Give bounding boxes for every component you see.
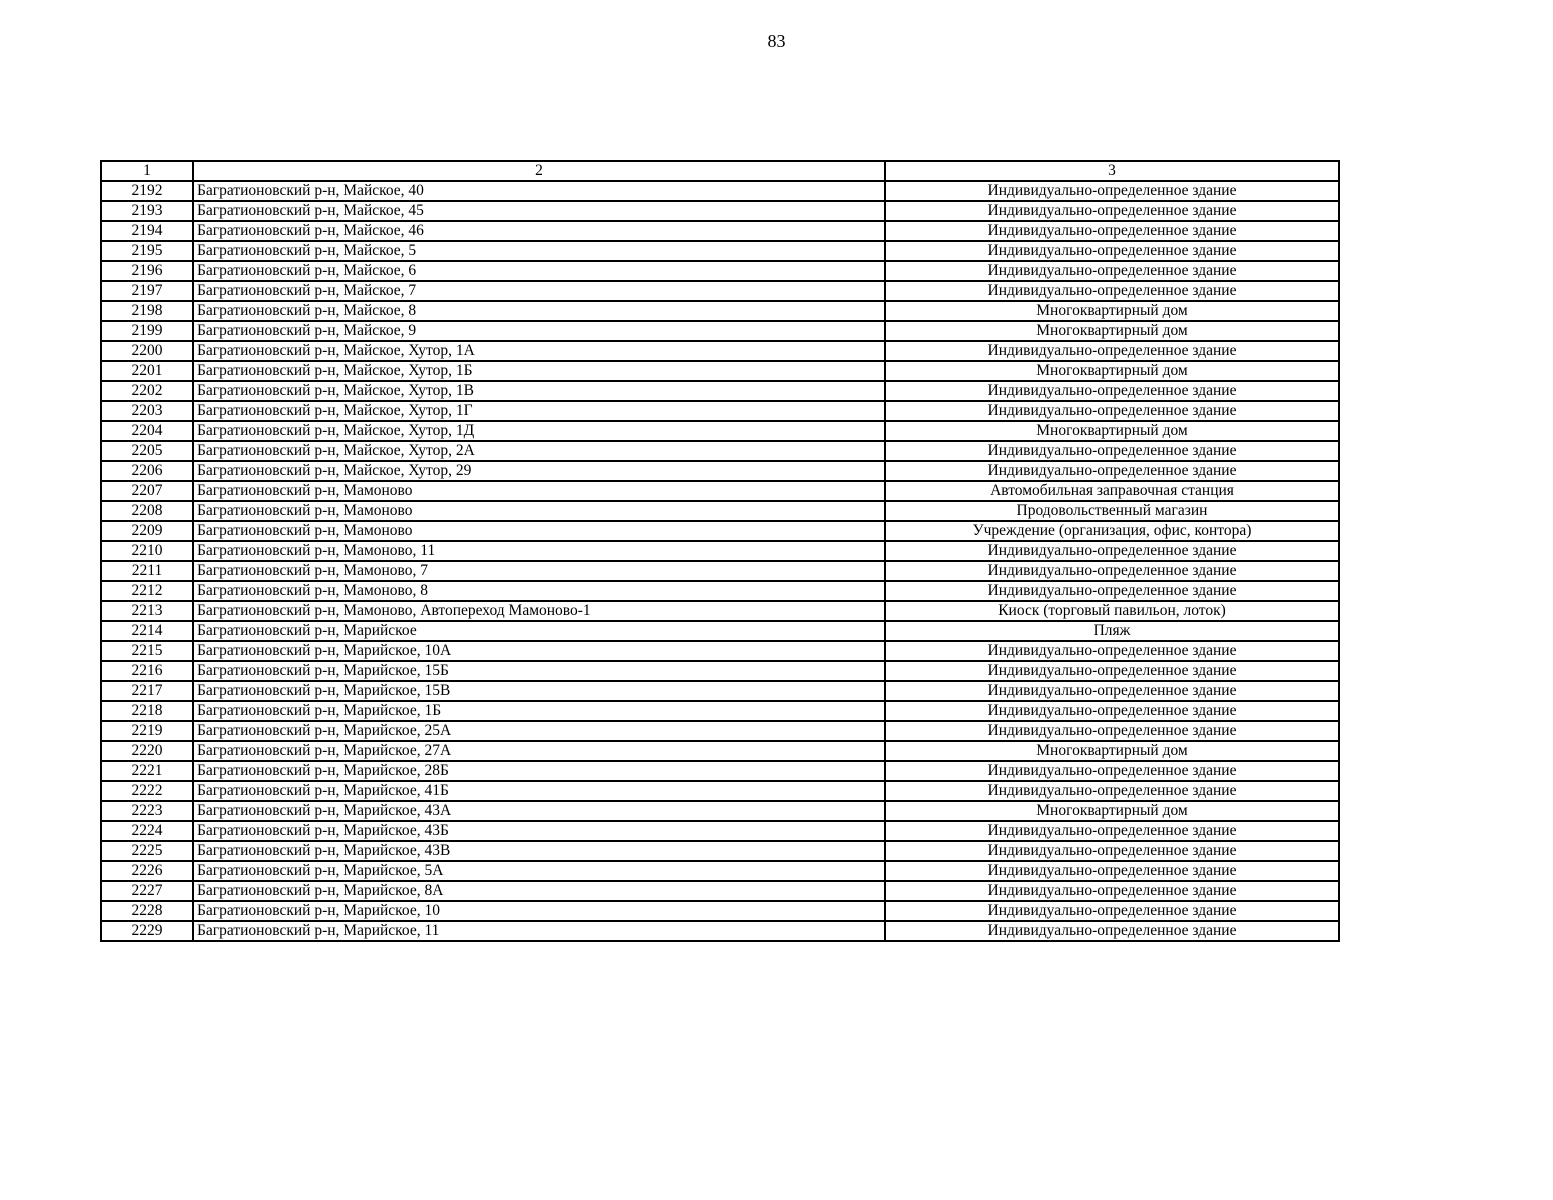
cell-number: 2208 bbox=[101, 501, 193, 521]
cell-object-type: Индивидуально-определенное здание bbox=[885, 381, 1339, 401]
cell-object-type: Индивидуально-определенное здание bbox=[885, 921, 1339, 941]
table-row bbox=[101, 241, 1339, 261]
cell-address: Багратионовский р-н, Мамоново, 11 bbox=[193, 541, 885, 561]
cell-number: 2212 bbox=[101, 581, 193, 601]
cell-object-type: Индивидуально-определенное здание bbox=[885, 861, 1339, 881]
cell-number: 2196 bbox=[101, 261, 193, 281]
cell-object-type: Индивидуально-определенное здание bbox=[885, 581, 1339, 601]
cell-object-type: Индивидуально-определенное здание bbox=[885, 761, 1339, 781]
cell-address: Багратионовский р-н, Майское, Хутор, 1Г bbox=[193, 401, 885, 421]
cell-address: Багратионовский р-н, Марийское, 8А bbox=[193, 881, 885, 901]
cell-number: 2222 bbox=[101, 781, 193, 801]
cell-object-type: Киоск (торговый павильон, лоток) bbox=[885, 601, 1339, 621]
cell-object-type: Индивидуально-определенное здание bbox=[885, 561, 1339, 581]
cell-object-type: Индивидуально-определенное здание bbox=[885, 701, 1339, 721]
table-row bbox=[101, 461, 1339, 481]
cell-address: Багратионовский р-н, Майское, Хутор, 1А bbox=[193, 341, 885, 361]
cell-address: Багратионовский р-н, Марийское, 43В bbox=[193, 841, 885, 861]
cell-address: Багратионовский р-н, Марийское, 15Б bbox=[193, 661, 885, 681]
cell-object-type: Индивидуально-определенное здание bbox=[885, 841, 1339, 861]
table-row bbox=[101, 281, 1339, 301]
table-row bbox=[101, 761, 1339, 781]
cell-object-type: Индивидуально-определенное здание bbox=[885, 261, 1339, 281]
cell-object-type: Индивидуально-определенное здание bbox=[885, 401, 1339, 421]
cell-address: Багратионовский р-н, Майское, Хутор, 29 bbox=[193, 461, 885, 481]
cell-number: 2197 bbox=[101, 281, 193, 301]
cell-address: Багратионовский р-н, Марийское, 5А bbox=[193, 861, 885, 881]
table-row bbox=[101, 341, 1339, 361]
table-row bbox=[101, 921, 1339, 941]
cell-object-type: Многоквартирный дом bbox=[885, 361, 1339, 381]
cell-number: 2213 bbox=[101, 601, 193, 621]
cell-number: 2215 bbox=[101, 641, 193, 661]
table-row bbox=[101, 181, 1339, 201]
cell-object-type: Многоквартирный дом bbox=[885, 801, 1339, 821]
cell-number: 2205 bbox=[101, 441, 193, 461]
cell-number: 2220 bbox=[101, 741, 193, 761]
table-row bbox=[101, 881, 1339, 901]
cell-address: Багратионовский р-н, Марийское, 15В bbox=[193, 681, 885, 701]
cell-number: 2228 bbox=[101, 901, 193, 921]
table-row bbox=[101, 801, 1339, 821]
cell-object-type: Индивидуально-определенное здание bbox=[885, 241, 1339, 261]
table-header-row bbox=[101, 161, 1339, 181]
table-row bbox=[101, 441, 1339, 461]
table-row bbox=[101, 381, 1339, 401]
table-row bbox=[101, 841, 1339, 861]
cell-address: Багратионовский р-н, Марийское, 1Б bbox=[193, 701, 885, 721]
table-row bbox=[101, 481, 1339, 501]
cell-address: Багратионовский р-н, Марийское, 41Б bbox=[193, 781, 885, 801]
table-row bbox=[101, 641, 1339, 661]
cell-address: Багратионовский р-н, Мамоново bbox=[193, 521, 885, 541]
cell-address: Багратионовский р-н, Майское, 45 bbox=[193, 201, 885, 221]
cell-number: 2217 bbox=[101, 681, 193, 701]
cell-address: Багратионовский р-н, Майское, Хутор, 1Б bbox=[193, 361, 885, 381]
cell-address: Багратионовский р-н, Майское, Хутор, 1В bbox=[193, 381, 885, 401]
table-row bbox=[101, 601, 1339, 621]
cell-address: Багратионовский р-н, Мамоново, 7 bbox=[193, 561, 885, 581]
table-row bbox=[101, 501, 1339, 521]
page-number: 83 bbox=[767, 31, 786, 51]
cell-object-type: Многоквартирный дом bbox=[885, 421, 1339, 441]
cell-object-type: Индивидуально-определенное здание bbox=[885, 341, 1339, 361]
cell-object-type: Продовольственный магазин bbox=[885, 501, 1339, 521]
cell-number: 2216 bbox=[101, 661, 193, 681]
cell-address: Багратионовский р-н, Марийское, 43Б bbox=[193, 821, 885, 841]
cell-number: 2195 bbox=[101, 241, 193, 261]
cell-number: 2221 bbox=[101, 761, 193, 781]
table-row bbox=[101, 361, 1339, 381]
cell-address: Багратионовский р-н, Майское, 46 bbox=[193, 221, 885, 241]
cell-number: 2198 bbox=[101, 301, 193, 321]
cell-number: 2193 bbox=[101, 201, 193, 221]
table-row bbox=[101, 221, 1339, 241]
table-row bbox=[101, 661, 1339, 681]
cell-address: Багратионовский р-н, Марийское, 10А bbox=[193, 641, 885, 661]
table-row bbox=[101, 541, 1339, 561]
cell-object-type: Индивидуально-определенное здание bbox=[885, 641, 1339, 661]
cell-number: 2207 bbox=[101, 481, 193, 501]
table-row bbox=[101, 561, 1339, 581]
cell-address: Багратионовский р-н, Марийское, 28Б bbox=[193, 761, 885, 781]
cell-address: Багратионовский р-н, Мамоново, Автопереход Мамоново-1 bbox=[193, 601, 885, 621]
cell-number: 2199 bbox=[101, 321, 193, 341]
cell-address: Багратионовский р-н, Марийское, 10 bbox=[193, 901, 885, 921]
cell-object-type: Пляж bbox=[885, 621, 1339, 641]
cell-number: 2226 bbox=[101, 861, 193, 881]
table-row bbox=[101, 901, 1339, 921]
table-row bbox=[101, 721, 1339, 741]
table-row bbox=[101, 321, 1339, 341]
cell-number: 2192 bbox=[101, 181, 193, 201]
cell-number: 2209 bbox=[101, 521, 193, 541]
cell-number: 2225 bbox=[101, 841, 193, 861]
cell-number: 2202 bbox=[101, 381, 193, 401]
cell-object-type: Индивидуально-определенное здание bbox=[885, 661, 1339, 681]
cell-object-type: Индивидуально-определенное здание bbox=[885, 221, 1339, 241]
cell-number: 2211 bbox=[101, 561, 193, 581]
cell-number: 2194 bbox=[101, 221, 193, 241]
cell-address: Багратионовский р-н, Майское, Хутор, 2А bbox=[193, 441, 885, 461]
table-row bbox=[101, 201, 1339, 221]
cell-address: Багратионовский р-н, Мамоново, 8 bbox=[193, 581, 885, 601]
table-row bbox=[101, 781, 1339, 801]
cell-number: 2201 bbox=[101, 361, 193, 381]
table-row bbox=[101, 421, 1339, 441]
cell-number: 2224 bbox=[101, 821, 193, 841]
cell-number: 2200 bbox=[101, 341, 193, 361]
cell-address: Багратионовский р-н, Майское, 40 bbox=[193, 181, 885, 201]
cell-object-type: Многоквартирный дом bbox=[885, 301, 1339, 321]
cell-number: 2203 bbox=[101, 401, 193, 421]
cell-number: 2206 bbox=[101, 461, 193, 481]
cell-address: Багратионовский р-н, Майское, 5 bbox=[193, 241, 885, 261]
cell-number: 2219 bbox=[101, 721, 193, 741]
table-row bbox=[101, 861, 1339, 881]
table-row bbox=[101, 261, 1339, 281]
table-row bbox=[101, 701, 1339, 721]
cell-address: Багратионовский р-н, Майское, 7 bbox=[193, 281, 885, 301]
cell-number: 2218 bbox=[101, 701, 193, 721]
table-row bbox=[101, 741, 1339, 761]
registry-table bbox=[100, 160, 1340, 942]
cell-object-type: Индивидуально-определенное здание bbox=[885, 541, 1339, 561]
cell-object-type: Индивидуально-определенное здание bbox=[885, 901, 1339, 921]
cell-object-type: Индивидуально-определенное здание bbox=[885, 681, 1339, 701]
cell-address: Багратионовский р-н, Майское, Хутор, 1Д bbox=[193, 421, 885, 441]
cell-address: Багратионовский р-н, Марийское, 11 bbox=[193, 921, 885, 941]
header-cell-address: 2 bbox=[193, 161, 885, 181]
cell-object-type: Автомобильная заправочная станция bbox=[885, 481, 1339, 501]
cell-address: Багратионовский р-н, Мамоново bbox=[193, 481, 885, 501]
cell-object-type: Индивидуально-определенное здание bbox=[885, 881, 1339, 901]
cell-address: Багратионовский р-н, Майское, 6 bbox=[193, 261, 885, 281]
cell-object-type: Индивидуально-определенное здание bbox=[885, 721, 1339, 741]
cell-object-type: Индивидуально-определенное здание bbox=[885, 441, 1339, 461]
cell-object-type: Индивидуально-определенное здание bbox=[885, 821, 1339, 841]
table-row bbox=[101, 521, 1339, 541]
cell-number: 2210 bbox=[101, 541, 193, 561]
cell-number: 2204 bbox=[101, 421, 193, 441]
cell-object-type: Индивидуально-определенное здание bbox=[885, 781, 1339, 801]
cell-number: 2227 bbox=[101, 881, 193, 901]
cell-object-type: Многоквартирный дом bbox=[885, 321, 1339, 341]
cell-object-type: Учреждение (организация, офис, контора) bbox=[885, 521, 1339, 541]
cell-address: Багратионовский р-н, Мамоново bbox=[193, 501, 885, 521]
header-cell-number: 1 bbox=[101, 161, 193, 181]
cell-address: Багратионовский р-н, Майское, 8 bbox=[193, 301, 885, 321]
table-row bbox=[101, 621, 1339, 641]
cell-address: Багратионовский р-н, Марийское, 25А bbox=[193, 721, 885, 741]
cell-object-type: Индивидуально-определенное здание bbox=[885, 181, 1339, 201]
table-body bbox=[101, 161, 1339, 941]
table-row bbox=[101, 301, 1339, 321]
cell-number: 2223 bbox=[101, 801, 193, 821]
cell-address: Багратионовский р-н, Марийское, 43А bbox=[193, 801, 885, 821]
table-row bbox=[101, 401, 1339, 421]
cell-address: Багратионовский р-н, Марийское, 27А bbox=[193, 741, 885, 761]
table-row bbox=[101, 681, 1339, 701]
cell-number: 2229 bbox=[101, 921, 193, 941]
cell-object-type: Индивидуально-определенное здание bbox=[885, 201, 1339, 221]
cell-object-type: Индивидуально-определенное здание bbox=[885, 281, 1339, 301]
table-row bbox=[101, 821, 1339, 841]
header-cell-object-type: 3 bbox=[885, 161, 1339, 181]
cell-address: Багратионовский р-н, Майское, 9 bbox=[193, 321, 885, 341]
cell-object-type: Индивидуально-определенное здание bbox=[885, 461, 1339, 481]
cell-number: 2214 bbox=[101, 621, 193, 641]
cell-address: Багратионовский р-н, Марийское bbox=[193, 621, 885, 641]
cell-object-type: Многоквартирный дом bbox=[885, 741, 1339, 761]
table-row bbox=[101, 581, 1339, 601]
